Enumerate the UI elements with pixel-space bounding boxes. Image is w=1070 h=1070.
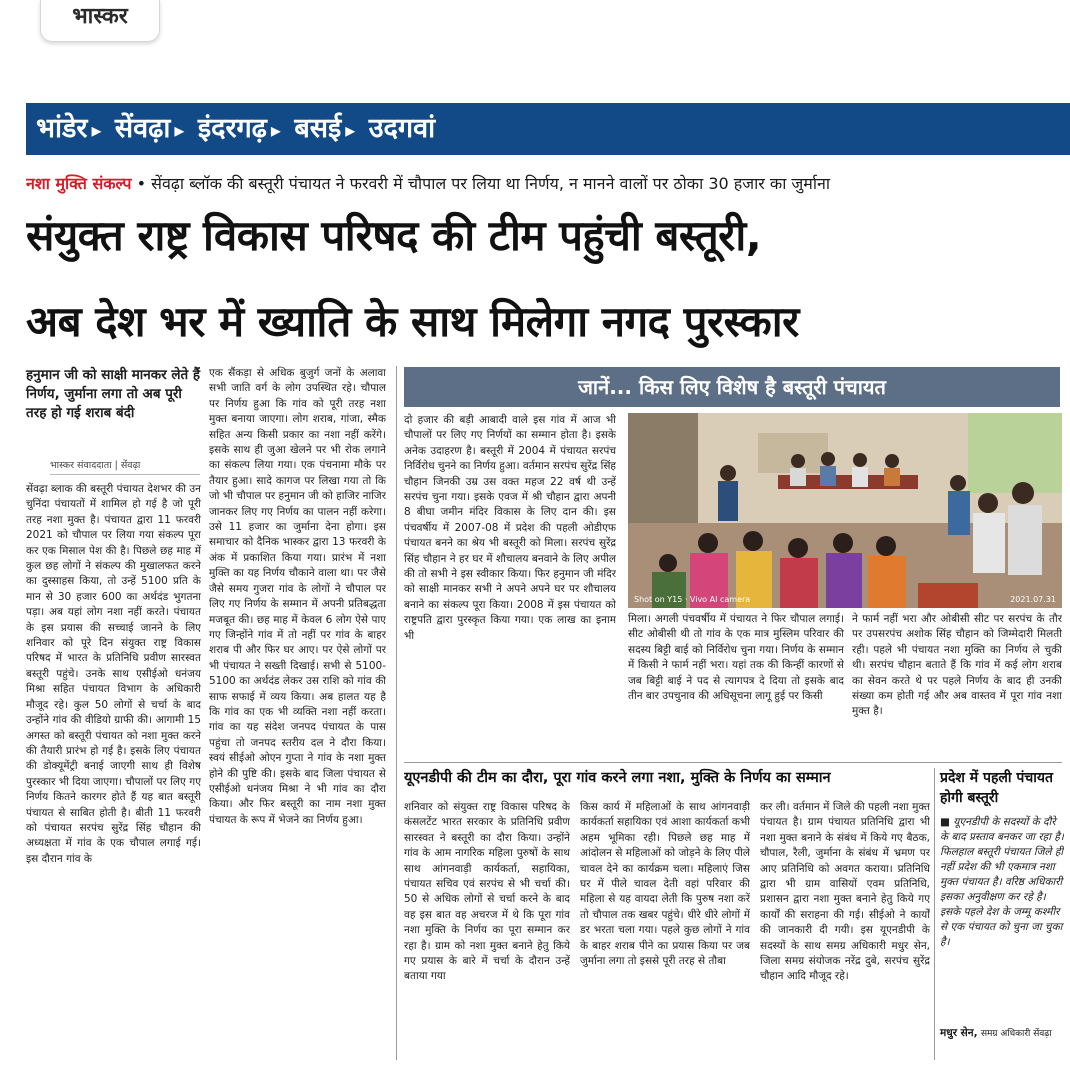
state-box-author <box>940 1026 1064 1042</box>
column-divider <box>396 366 397 1060</box>
state-box-heading: प्रदेश में पहली पंचायत होगी बस्तूरी <box>940 770 1053 806</box>
chevron-right-icon: ▸ <box>91 118 102 142</box>
chevron-right-icon: ▸ <box>345 118 356 142</box>
kicker-line <box>26 173 1070 195</box>
meeting-photo <box>628 413 1062 608</box>
special-column-b: मिला। अगली पंचवर्षीय में पंचायत ने फिर चौपाल लगाई। सीट ओबीसी थी तो गांव के एक मात्र मुस्लिम परिवार की सदस्य बिट्टी बाई को निर्विरोध चुना गया। निर्णय के सम्मान में किसी ने फार्म नहीं भरा। यहां तक की किन्हीं कारणों से जब बिट्टी बाई ने पद से त्यागपत्र दे दिया तो इसके बाद तीन बार उपचुनाव की अधिसूचना लागू हुई पर किसी <box>628 613 844 703</box>
side-subhead: हनुमान जी को साक्षी मानकर लेते हैं निर्णय, जुर्माना लगा तो अब पूरी तरह हो गई शराब बंदी <box>26 367 201 421</box>
undp-column-c: कर ली। वर्तमान में जिले की पहली नशा मुक्त पंचायत है। ग्राम पंचायत प्रतिनिधि द्वारा भी नशा मुक्त बनाने के संबंध में किये गए बैठक, चौपाल, रैली, जुर्माना के संबंध में भ्रमण पर आए प्रतिनिधि को अवगत कराया। प्रतिनिधि द्वारा भी ग्राम वासियों एवम प्रतिनिधि, प्रशासन द्वारा नशा मुक्त बनाने हेतु किये गए कार्यों की सराहना की गई। सीईओ ने कार्यों की जानकारी दी गयी। इस यूएनडीपी के सदस्यों के साथ समग्र अधिकारी मधुर सेन, जिला समग्र संयोजक नरेंद्र दुबे, सरपंच सुरेंद्र चौहान आदि मौजूद रहे। <box>760 801 930 983</box>
undp-heading: यूएनडीपी की टीम का दौरा, पूरा गांव करने लगा नशा, मुक्ति के निर्णय का सम्मान <box>404 770 831 786</box>
chevron-right-icon: ▸ <box>270 118 281 142</box>
headline-line-1: संयुक्त राष्ट्र विकास परिषद की टीम पहुंची बस्तूरी, <box>26 211 762 260</box>
route-item: सेंवढ़ा <box>114 113 171 144</box>
byline: भास्कर संवाददाता | सेंवढ़ा <box>50 458 200 475</box>
author-name: मधुर सेन, <box>940 1027 978 1039</box>
route-banner <box>26 103 1070 155</box>
state-box-body: ■ यूएनडीपी के सदस्यों के दौरे के बाद प्रस्ताव बनकर जा रहा है। फिलहाल बस्तूरी पंचायत जिले ही नहीं प्रदेश की भी एकमात्र नशा मुक्त पंचायत है। वरिष्ठ अधिकारी इसका अनुवीक्षण कर रहे है। इसके पहले देश के जम्मू कश्मीर से एक पंचायत को चुना जा चुका है। <box>940 816 1064 948</box>
special-banner: जानें... किस लिए विशेष है बस्तूरी पंचायत <box>404 367 1060 407</box>
special-column-c: ने फार्म नहीं भरा और ओबीसी सीट पर सरपंच के तौर पर उपसरपंच अशोक सिंह चौहान को जिम्मेदारी मिलती रही। पहले भी पंचायत नशा मुक्ति का निर्णय ले चुकी थी। सरपंच चौहान बताते हैं कि गांव में कई लोग शराब का सेवन करते थे पर पहले निर्णय के बाद ही उनकी संख्या कम होती गई और अब वास्तव में पूरा गांव नशा मुक्त है। <box>852 613 1062 718</box>
undp-column-b: किस कार्य में महिलाओं के साथ आंगनवाड़ी कार्यकर्ता सहायिका एवं आशा कार्यकर्ता कभी अहम भूमिका रही। पिछले छह माह में आंदोलन से महिलाओं को जोड़ने के लिए पीले चावल देने का कार्यक्रम चला। महिलाएं जिस घर में पीले चावल देती वहां परिवार की महिला से यह वायदा लेती कि पुरुष नशा करें तो चौपाल तक खबर पहुंचे। धीरे धीरे लोगों में डर भरता चला गया। पहले कुछ लोगों ने गांव के बाहर शराब पीने का प्रयास किया पर जब जुर्माना लगा तो इससे पूरी तरह से तौबा <box>580 801 750 968</box>
author-role: समग्र अधिकारी सेंवढ़ा <box>980 1029 1052 1039</box>
story-column-1: सेंवढ़ा ब्लाक की बस्तूरी पंचायत देशभर की उन चुनिंदा पंचायतों में शामिल हो गई है जो पूरी तरह नशा मुक्त है। पंचायत द्वारा 11 फरवरी 2021 को चौपाल पर लिया गया संकल्प पूरा कर एक मिसाल पेश की है। पिछले छह माह में कुल छह लोगों ने संकल्प की मुखालफत करने का दुस्साहस किया, तो उन्हें 5100 प्रति के मान से 30 हजार 600 का अर्थदंड भुगतना पड़ा। अब यहां लोग नशा नहीं करते। पंचायत के इस प्रयास की सच्चाई जानने के लिए शनिवार को पूरे दिन संयुक्त राष्ट्र विकास परिषद में भारत के प्रतिनिधि प्रवीण सारस्वत बस्तूरी पहुंचे। उनके साथ एसीईओ धनंजय मिश्रा सहित पंचायत विभाग के अधिकारी मौजूद रहे। कुल 50 लोगों से चर्चा के बाद उन्होंने गांव की वीडियो ग्राफी की। आगामी 15 अगस्त को बस्तूरी पंचायत को नशा मुक्त करने की तैयारी प्रारंभ हो गई है। इसके लिए पंचायत की डोक्यूमेंट्री बनाई जाएगी साथ ही विशेष पुरस्कार भी दिया जाएगा। चौपालों पर लिए गए निर्णय कितने कारगर होते हैं यह बात बस्तूरी पंचायत से साबित होती है। बीती 11 फरवरी को पंचायत सरपंच सुरेंद्र सिंह चौहान की अध्यक्षता में गांव के एक चौपाल लगाई गई। इस दौरान गांव के <box>26 483 201 865</box>
route-item: उदगवां <box>368 113 436 144</box>
special-column-a: दो हजार की बड़ी आबादी वाले इस गांव में आज भी चौपालों पर लिए गए निर्णयों का सम्मान होता है। इसके अनेक उदाहरण है। बस्तूरी में 2004 में पंचायत सरपंच निर्विरोध चुनने का निर्णय हुआ। वर्तमान सरपंच सुरेंद्र सिंह चौहान जिनकी उम्र उस वक्त महज 22 वर्ष थी उन्हें सरपंच चुना गया। इसके एवज में श्री चौहान द्वारा अपनी 8 बीघा जमीन मंदिर विकास के लिए दान की। इस पंचवर्षीय में 2007-08 में प्रदेश की पहली ओडीएफ पंचायत बनने का श्रेय भी बस्तूरी को मिला। सरपंच सुरेंद्र सिंह चौहान ने हर घर में शौचालय बनवाने के लिए अपील की तो सभी ने इस स्वीकार किया। फिर हनुमान जी मंदिर को साक्षी मानकर सभी ने अपने अपने घर पर शौचालय बनाने का संकल्प पूरा किया। 2008 में इस पंचायत को राष्ट्रपति द्वारा पुरस्कृत किया गया। एक लाख का इनाम भी <box>404 414 616 642</box>
photo-date: 2021.07.31 <box>1010 595 1056 604</box>
section-divider <box>404 762 1062 763</box>
undp-column-a: शनिवार को संयुक्त राष्ट्र विकास परिषद के कंसलटेंट भारत सरकार के प्रतिनिधि प्रवीण सारस्वत ने बस्तूरी का दौरा किया। उन्होंने गांव के आम नागरिक महिला पुरुषों के साथ साथ आंगनवाड़ी कार्यकर्ता, सहायिका, पंचायत सचिव एवं सरपंच से भी चर्चा की। 50 से अधिक लोगों से चर्चा करने के बाद वह इस बात वह अचरज में थे कि पूरा गांव नशा मुक्ति के निर्णय का पूरा सम्मान कर रहा है। ग्राम को नशा मुक्त बनाने हेतु किये गए प्रयास के बारे में चर्चा के दौरान उन्हें बताया गया <box>404 801 570 983</box>
route-item: इंदरगढ़ <box>197 113 267 144</box>
chevron-right-icon: ▸ <box>174 118 185 142</box>
story-column-2: एक सैंकड़ा से अधिक बुजुर्ग जनों के अलावा सभी जाति वर्ग के लोग उपस्थित रहे। चौपाल पर निर्णय हुआ कि गांव को पूरी तरह नशा मुक्त बनाया जाएगा। लोग शराब, गांजा, स्मैक सहित अन्य किसी प्रकार का नशा नहीं करेंगे। इसके साथ ही जुआ खेलने पर भी रोक लगाने का संकल्प लिया गया। एक पंचनामा मौके पर तैयार हुआ। सादे कागज पर लिखा गया तो कि जो भी चौपाल पर हनुमान जी को हाजिर नाजिर जानकर लिए गए निर्णय का पालन नहीं करेगा। उसे 11 हजार का जुर्माना देना होगा। इस समाचार को दैनिक भास्कर द्वारा 13 फरवरी के अंक में प्रकाशित किया गया। प्रारंभ में नशा मुक्ति का यह निर्णय चौकाने वाला था। पर जैसे जैसे समय गुजरा गांव के लोगों ने चौपाल पर लिए गए निर्णय के सम्मान में अपनी प्रतिबद्धता मजबूत की। छह माह में केवल 6 लोग ऐसे पाए गए जिन्होंने गांव में तो नहीं पर गांव के बाहर शराब पी और फिर घर आए। पर ऐसे लोगों पर भी पंचायत ने सख्ती दिखाई। सभी से 5100-5100 का अर्थदंड लेकर उस राशि को गांव की साफ सफाई में व्यय किया। अब हालत यह है कि गांव का एक भी व्यक्ति नशा नहीं करता। गांव का यह संदेश जनपद पंचायत के पास पहुंचा तो जनपद स्तरीय दल ने दौरा किया। स्वयं सीईओ ओएन गुप्ता ने गांव के नशा मुक्त होने की पुष्टि की। इसके बाद जिला पंचायत से एसीईओ धनंजय मिश्रा ने भी गांव का दौरा किया। और फिर बस्तूरी का नाम नशा मुक्त पंचायत के रूप में भेजने का निर्णय हुआ। <box>209 367 386 826</box>
photo-camera-tag: Shot on Y15 · Vivo AI camera <box>634 595 751 604</box>
kicker-label: नशा मुक्ति संकल्प <box>26 174 132 193</box>
kicker-text: • सेंवढ़ा ब्लॉक की बस्तूरी पंचायत ने फरवरी में चौपाल पर लिया था निर्णय, न मानने वालों पर ठोका 30 हजार का जुर्माना <box>136 174 831 193</box>
headline-line-2: अब देश भर में ख्याति के साथ मिलेगा नगद पुरस्कार <box>26 297 799 346</box>
route-item: भांडेर <box>36 113 88 144</box>
box-divider <box>934 768 935 1060</box>
route-item: बसई <box>294 113 342 144</box>
newspaper-logo <box>40 0 160 42</box>
logo-text: भास्कर <box>72 4 128 29</box>
